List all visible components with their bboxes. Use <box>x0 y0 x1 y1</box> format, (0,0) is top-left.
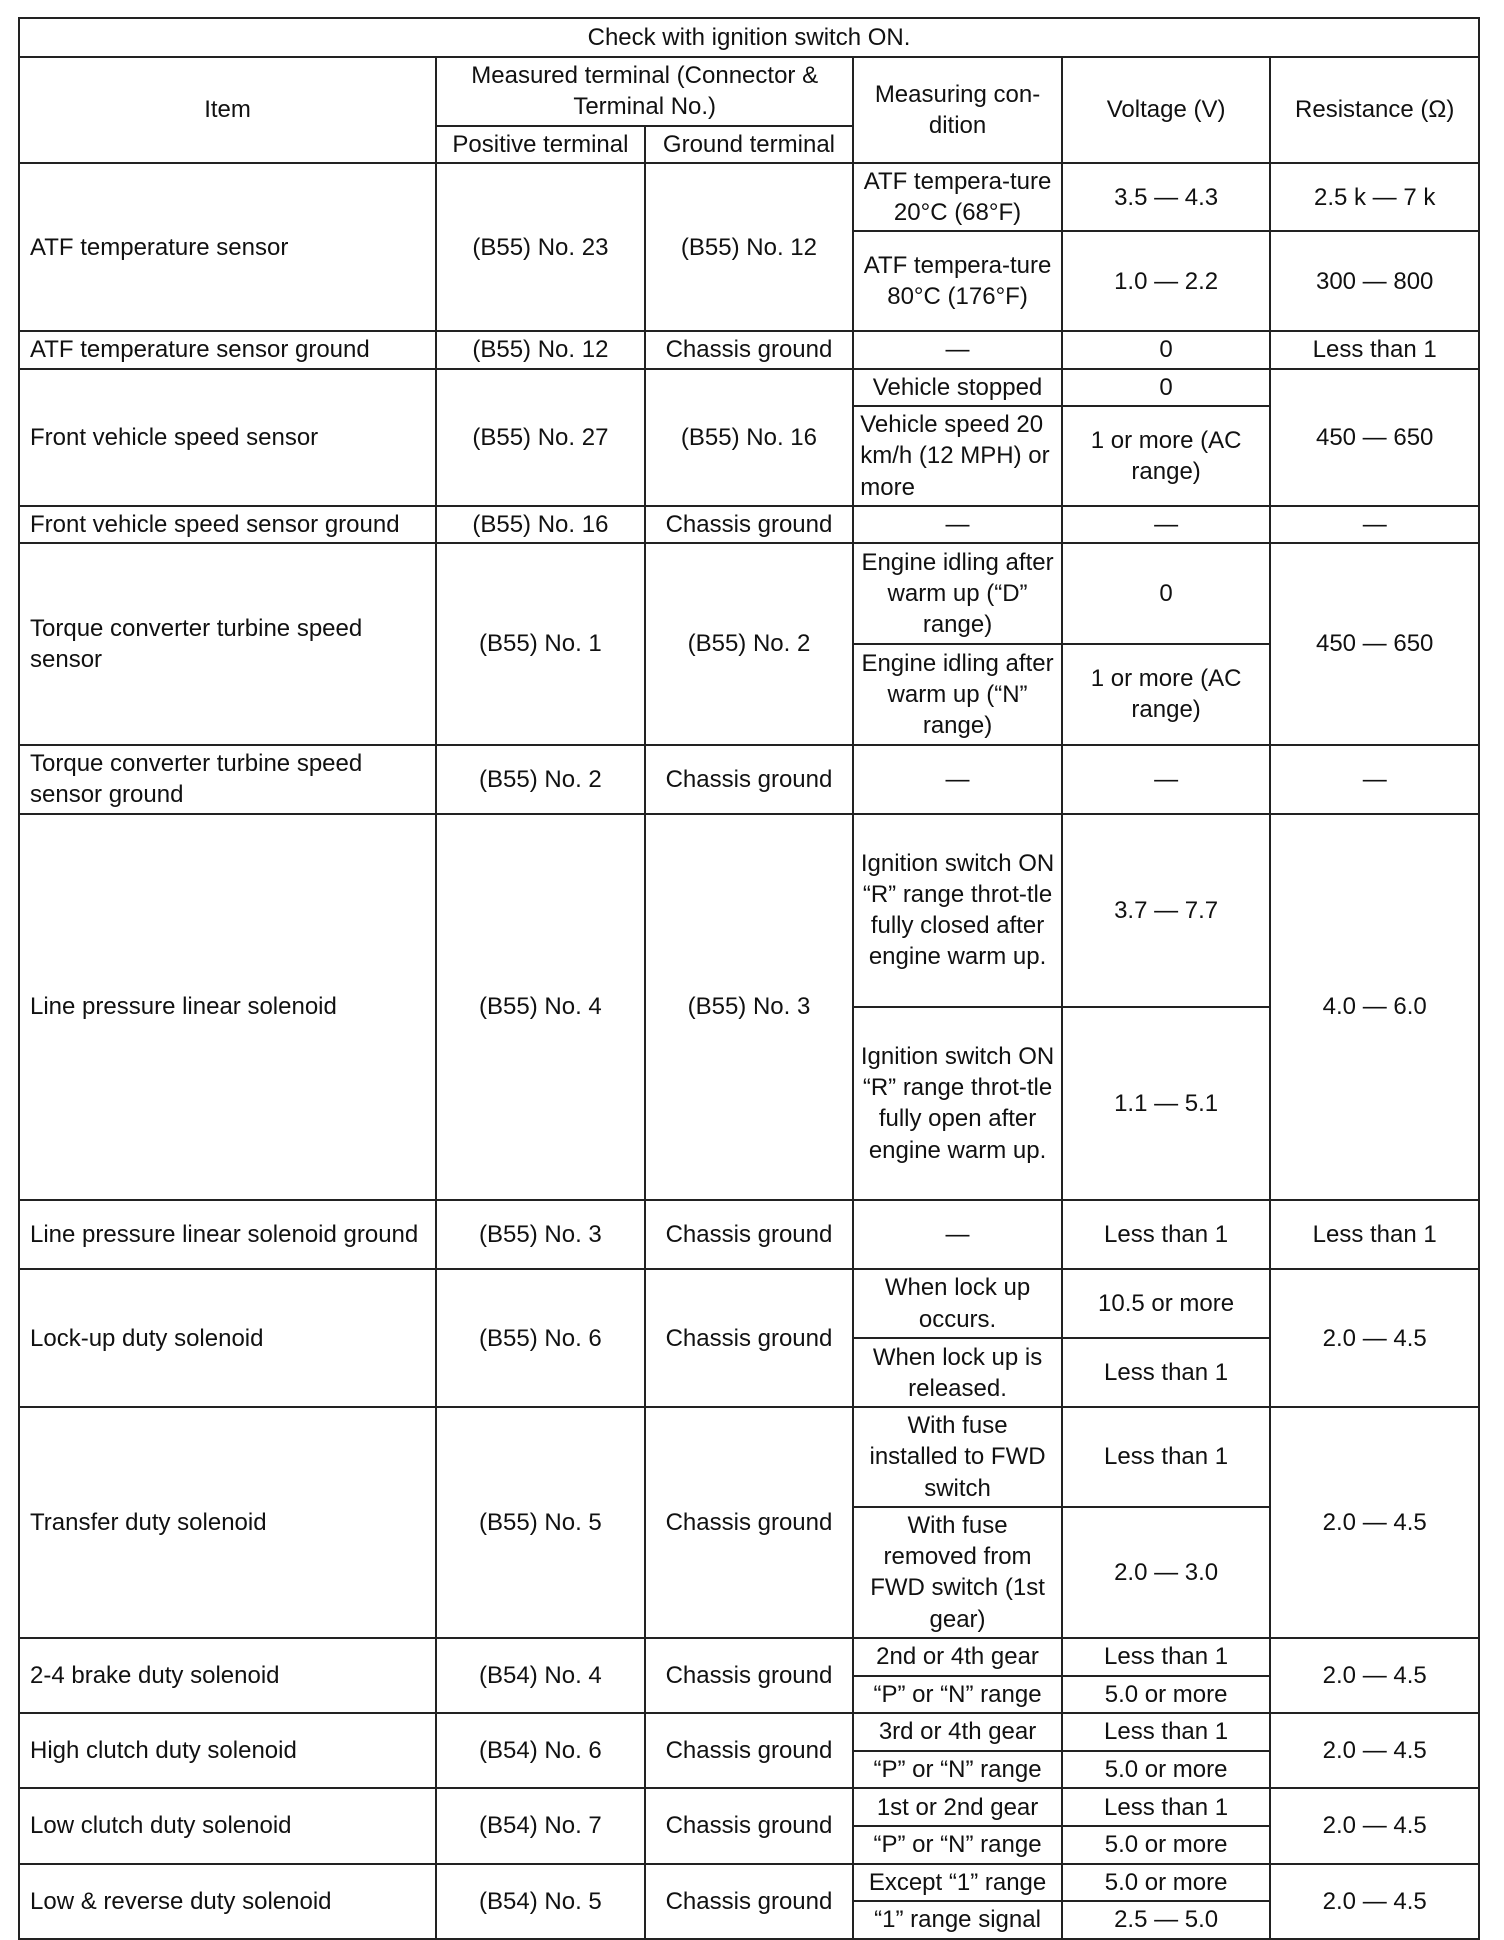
resistance-cell: 2.0 — 4.5 <box>1270 1788 1479 1863</box>
positive-terminal-cell: (B55) No. 27 <box>436 369 645 506</box>
condition-cell: — <box>853 331 1062 369</box>
resistance-cell: 2.5 k — 7 k <box>1270 163 1479 231</box>
resistance-cell: 2.0 — 4.5 <box>1270 1713 1479 1788</box>
positive-terminal-cell: (B55) No. 5 <box>436 1407 645 1638</box>
header-resistance: Resistance (Ω) <box>1270 57 1479 164</box>
condition-cell: — <box>853 745 1062 814</box>
condition-cell: “P” or “N” range <box>853 1751 1062 1789</box>
condition-cell: With fuse installed to FWD switch <box>853 1407 1062 1507</box>
condition-cell: 1st or 2nd gear <box>853 1788 1062 1826</box>
voltage-cell: Less than 1 <box>1062 1338 1271 1407</box>
ground-terminal-cell: Chassis ground <box>645 1638 854 1713</box>
positive-terminal-cell: (B55) No. 6 <box>436 1269 645 1407</box>
voltage-cell: Less than 1 <box>1062 1788 1271 1826</box>
condition-cell: 3rd or 4th gear <box>853 1713 1062 1751</box>
ground-terminal-cell: (B55) No. 12 <box>645 163 854 331</box>
voltage-cell: 5.0 or more <box>1062 1676 1271 1714</box>
resistance-cell: 450 — 650 <box>1270 543 1479 744</box>
item-cell: Torque converter turbine speed sensor <box>19 543 436 744</box>
condition-cell: When lock up is released. <box>853 1338 1062 1407</box>
item-cell: Front vehicle speed sensor <box>19 369 436 506</box>
table-row <box>19 543 1479 644</box>
item-cell: 2-4 brake duty solenoid <box>19 1638 436 1713</box>
table-row <box>19 745 1479 814</box>
positive-terminal-cell: (B55) No. 23 <box>436 163 645 331</box>
resistance-cell: 450 — 650 <box>1270 369 1479 506</box>
positive-terminal-cell: (B54) No. 4 <box>436 1638 645 1713</box>
item-cell: Transfer duty solenoid <box>19 1407 436 1638</box>
voltage-cell: 2.0 — 3.0 <box>1062 1507 1271 1638</box>
voltage-cell: 1 or more (AC range) <box>1062 644 1271 745</box>
ground-terminal-cell: Chassis ground <box>645 1788 854 1863</box>
item-cell: Line pressure linear solenoid ground <box>19 1200 436 1269</box>
condition-cell: Ignition switch ON “R” range throt-tle fully closed after engine warm up. <box>853 814 1062 1007</box>
condition-cell: Ignition switch ON “R” range throt-tle fully open after engine warm up. <box>853 1007 1062 1200</box>
voltage-cell: 0 <box>1062 369 1271 407</box>
positive-terminal-cell: (B55) No. 16 <box>436 506 645 544</box>
table-row <box>19 369 1479 407</box>
ground-terminal-cell: (B55) No. 16 <box>645 369 854 506</box>
resistance-cell: — <box>1270 745 1479 814</box>
voltage-cell: Less than 1 <box>1062 1200 1271 1269</box>
ground-terminal-cell: Chassis ground <box>645 1713 854 1788</box>
positive-terminal-cell: (B55) No. 12 <box>436 331 645 369</box>
condition-cell: “1” range signal <box>853 1901 1062 1939</box>
table-row <box>19 814 1479 1007</box>
table-row <box>19 1638 1479 1676</box>
condition-cell: Engine idling after warm up (“N” range) <box>853 644 1062 745</box>
positive-terminal-cell: (B55) No. 2 <box>436 745 645 814</box>
condition-cell: — <box>853 1200 1062 1269</box>
item-cell: Line pressure linear solenoid <box>19 814 436 1200</box>
voltage-cell: 5.0 or more <box>1062 1864 1271 1902</box>
positive-terminal-cell: (B55) No. 3 <box>436 1200 645 1269</box>
resistance-cell: 2.0 — 4.5 <box>1270 1407 1479 1638</box>
specification-table <box>18 17 1480 1940</box>
table-row <box>19 1713 1479 1751</box>
table-row <box>19 163 1479 231</box>
voltage-cell: 0 <box>1062 331 1271 369</box>
voltage-cell: — <box>1062 745 1271 814</box>
condition-cell: Except “1” range <box>853 1864 1062 1902</box>
positive-terminal-cell: (B54) No. 6 <box>436 1713 645 1788</box>
header-measuring-condition: Measuring con-dition <box>853 57 1062 164</box>
positive-terminal-cell: (B55) No. 4 <box>436 814 645 1200</box>
resistance-cell: 4.0 — 6.0 <box>1270 814 1479 1200</box>
item-cell: Lock-up duty solenoid <box>19 1269 436 1407</box>
resistance-cell: 2.0 — 4.5 <box>1270 1638 1479 1713</box>
resistance-cell: Less than 1 <box>1270 331 1479 369</box>
header-ground-terminal: Ground terminal <box>645 126 854 164</box>
header-row <box>19 57 1479 126</box>
table-row <box>19 1200 1479 1269</box>
item-cell: Front vehicle speed sensor ground <box>19 506 436 544</box>
condition-cell: With fuse removed from FWD switch (1st gear) <box>853 1507 1062 1638</box>
condition-cell: — <box>853 506 1062 544</box>
positive-terminal-cell: (B54) No. 5 <box>436 1864 645 1939</box>
item-cell: Low clutch duty solenoid <box>19 1788 436 1863</box>
table-row <box>19 331 1479 369</box>
item-cell: ATF temperature sensor <box>19 163 436 331</box>
item-cell: ATF temperature sensor ground <box>19 331 436 369</box>
voltage-cell: 3.5 — 4.3 <box>1062 163 1271 231</box>
voltage-cell: 3.7 — 7.7 <box>1062 814 1271 1007</box>
voltage-cell: 10.5 or more <box>1062 1269 1271 1338</box>
item-cell: Torque converter turbine speed sensor ground <box>19 745 436 814</box>
resistance-cell: 2.0 — 4.5 <box>1270 1864 1479 1939</box>
table-title: Check with ignition switch ON. <box>19 18 1479 57</box>
condition-cell: ATF tempera-ture 80°C (176°F) <box>853 231 1062 331</box>
condition-cell: ATF tempera-ture 20°C (68°F) <box>853 163 1062 231</box>
voltage-cell: 1 or more (AC range) <box>1062 406 1271 506</box>
condition-cell: 2nd or 4th gear <box>853 1638 1062 1676</box>
ground-terminal-cell: (B55) No. 2 <box>645 543 854 744</box>
voltage-cell: 5.0 or more <box>1062 1826 1271 1864</box>
ground-terminal-cell: Chassis ground <box>645 331 854 369</box>
item-cell: High clutch duty solenoid <box>19 1713 436 1788</box>
voltage-cell: — <box>1062 506 1271 544</box>
condition-cell: Vehicle stopped <box>853 369 1062 407</box>
item-cell: Low & reverse duty solenoid <box>19 1864 436 1939</box>
table-row <box>19 1864 1479 1902</box>
voltage-cell: 1.0 — 2.2 <box>1062 231 1271 331</box>
ground-terminal-cell: Chassis ground <box>645 1864 854 1939</box>
resistance-cell: — <box>1270 506 1479 544</box>
ground-terminal-cell: Chassis ground <box>645 1407 854 1638</box>
table-row <box>19 1788 1479 1826</box>
resistance-cell: Less than 1 <box>1270 1200 1479 1269</box>
header-positive-terminal: Positive terminal <box>436 126 645 164</box>
condition-cell: “P” or “N” range <box>853 1676 1062 1714</box>
title-row <box>19 18 1479 57</box>
ground-terminal-cell: Chassis ground <box>645 745 854 814</box>
resistance-cell: 300 — 800 <box>1270 231 1479 331</box>
voltage-cell: 1.1 — 5.1 <box>1062 1007 1271 1200</box>
voltage-cell: Less than 1 <box>1062 1407 1271 1507</box>
voltage-cell: Less than 1 <box>1062 1638 1271 1676</box>
ground-terminal-cell: (B55) No. 3 <box>645 814 854 1200</box>
table-row <box>19 1269 1479 1338</box>
header-item: Item <box>19 57 436 164</box>
table-row <box>19 506 1479 544</box>
condition-cell: “P” or “N” range <box>853 1826 1062 1864</box>
header-voltage: Voltage (V) <box>1062 57 1271 164</box>
ground-terminal-cell: Chassis ground <box>645 506 854 544</box>
condition-cell: Vehicle speed 20 km/h (12 MPH) or more <box>853 406 1062 506</box>
condition-cell: Engine idling after warm up (“D” range) <box>853 543 1062 644</box>
voltage-cell: Less than 1 <box>1062 1713 1271 1751</box>
ground-terminal-cell: Chassis ground <box>645 1269 854 1407</box>
ground-terminal-cell: Chassis ground <box>645 1200 854 1269</box>
table-row <box>19 1407 1479 1507</box>
header-measured-terminal: Measured terminal (Connector & Terminal No.) <box>436 57 853 126</box>
positive-terminal-cell: (B54) No. 7 <box>436 1788 645 1863</box>
voltage-cell: 2.5 — 5.0 <box>1062 1901 1271 1939</box>
condition-cell: When lock up occurs. <box>853 1269 1062 1338</box>
voltage-cell: 0 <box>1062 543 1271 644</box>
resistance-cell: 2.0 — 4.5 <box>1270 1269 1479 1407</box>
positive-terminal-cell: (B55) No. 1 <box>436 543 645 744</box>
voltage-cell: 5.0 or more <box>1062 1751 1271 1789</box>
